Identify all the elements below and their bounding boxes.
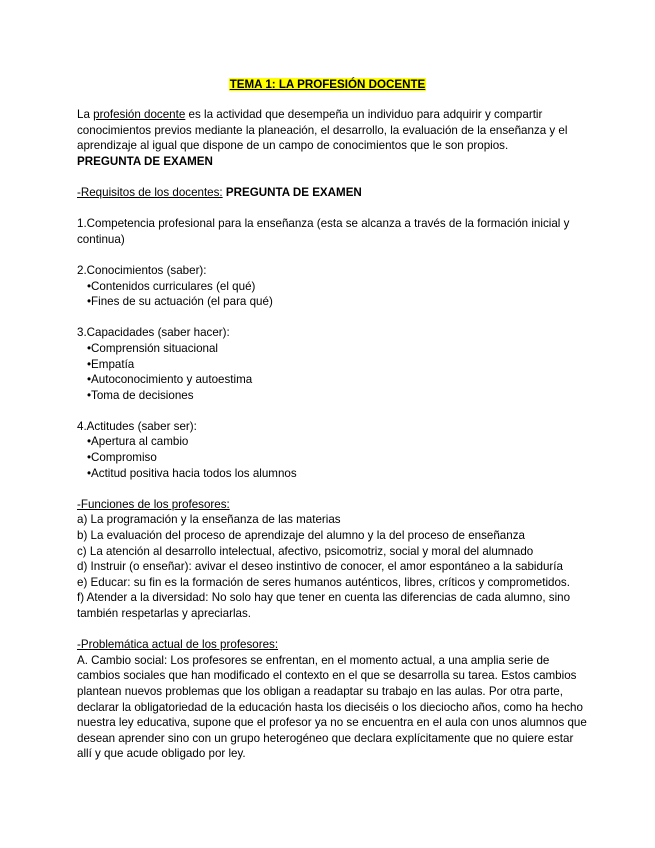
requisito-item: 1.Competencia profesional para la enseñanza (esta se alcanza a través de la formación inicial y continua) [77, 217, 570, 246]
intro-term: profesión docente [93, 108, 186, 121]
bullet-item: •Compromiso [87, 451, 157, 465]
intro-rest: es la actividad que desempeña un individuo para adquirir y compartir conocimientos previos mediante la planeación, el desarrollo, la evaluación de la enseñanza y el aprendizaje al igual que dispone de un campo de conocimientos que le son propios. [77, 108, 568, 153]
bullet-item: •Empatía [87, 357, 135, 371]
requisitos-heading [77, 185, 587, 201]
problematica-heading: -Problemática actual de los profesores: [77, 638, 279, 652]
bullet-item: •Autoconocimiento y autoestima [87, 373, 253, 387]
requisitos-exam-note: PREGUNTA DE EXAMEN [225, 185, 362, 199]
problematica-paragraph: A. Cambio social: Los profesores se enfrentan, en el momento actual, a una amplia serie de cambios sociales que han modificado el contexto en el que se desarrolla su tarea. Estos cambios plantean nuevos problemas que los obligan a readaptar su trabajo en las aulas. Por otra parte, declarar la obligatoriedad de la educación hasta los dieciséis o los dieciocho años, como ha hecho nuestra ley educativa, supone que el profesor ya no se encuentra en el aula con unos alumnos que desean aprender sino con un grupo heterogéneo que declara explícitamente que no quiere estar allí y que acude obligado por ley. [77, 653, 587, 761]
requisito-item: 3.Capacidades (saber hacer): [77, 326, 230, 340]
bullet-item: •Actitud positiva hacia todos los alumnos [87, 466, 297, 480]
bullet-item: •Comprensión situacional [87, 341, 219, 355]
funcion-item: f) Atender a la diversidad: No solo hay que tener en cuenta las diferencias de cada alumno, sino también respetarlas y apreciarlas. [77, 591, 571, 620]
bullet-item: •Contenidos curriculares (el qué) [87, 279, 256, 293]
funcion-item: d) Instruir (o enseñar): avivar el deseo instintivo de conocer, el amor espontáneo a la sabiduría [77, 560, 563, 574]
intro-paragraph [77, 107, 587, 154]
requisito-item: 2.Conocimientos (saber): [77, 263, 207, 277]
funcion-item: c) La atención al desarrollo intelectual, afectivo, psicomotriz, social y moral del alumnado [77, 544, 534, 558]
bullet-item: •Fines de su actuación (el para qué) [87, 295, 273, 309]
funciones-heading: -Funciones de los profesores: [77, 497, 230, 511]
title-text: TEMA 1: LA PROFESIÓN DOCENTE [229, 78, 426, 91]
document-body [77, 107, 587, 762]
funcion-item: e) Educar: su fin es la formación de seres humanos auténticos, libres, críticos y comprometidos. [77, 575, 570, 589]
bullet-item: •Toma de decisiones [87, 388, 194, 402]
document-title [0, 77, 655, 93]
requisito-item: 4.Actitudes (saber ser): [77, 419, 197, 433]
intro-exam-note: PREGUNTA DE EXAMEN [77, 154, 213, 168]
funcion-item: a) La programación y la enseñanza de las materias [77, 513, 341, 527]
bullet-item: •Apertura al cambio [87, 435, 189, 449]
intro-before: La [77, 108, 94, 121]
requisitos-heading-text: -Requisitos de los docentes: [77, 185, 223, 199]
funcion-item: b) La evaluación del proceso de aprendizaje del alumno y la del proceso de enseñanza [77, 529, 525, 543]
